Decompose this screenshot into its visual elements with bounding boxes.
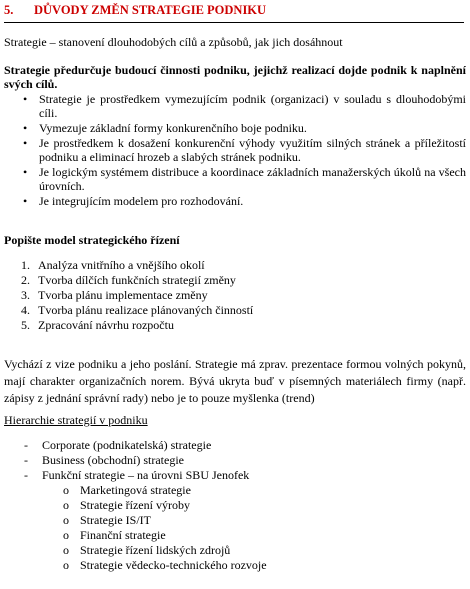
circle-marker: o: [63, 558, 69, 572]
list-item: [4, 273, 466, 288]
functional-strategies-list: [4, 483, 466, 573]
list-item: [4, 558, 466, 573]
step-number: 1.: [21, 258, 30, 272]
list-item: [4, 121, 466, 135]
list-item: [4, 543, 466, 558]
step-number: 2.: [21, 273, 30, 287]
circle-marker: o: [63, 513, 69, 527]
list-item: [4, 483, 466, 498]
list-item-text: Strategie řízení výroby: [80, 498, 190, 512]
section-title: DŮVODY ZMĚN STRATEGIE PODNIKU: [34, 3, 267, 17]
step-text: Tvorba plánu realizace plánovaných činností: [38, 303, 254, 317]
list-item-text: Je prostředkem k dosažení konkurenční výhody využitím silných stránek a příležitostí podniku a eliminací hrozeb a slabých stránek podniku.: [39, 136, 466, 164]
list-item-text: Finanční strategie: [80, 528, 166, 542]
list-item: [4, 438, 466, 453]
step-text: Tvorba plánu implementace změny: [38, 288, 208, 302]
list-item: [4, 165, 466, 193]
list-item-text: Strategie vědecko-technického rozvoje: [80, 558, 267, 572]
list-item: [4, 318, 466, 333]
dash-marker: -: [24, 438, 28, 452]
list-item-text: Strategie řízení lidských zdrojů: [80, 543, 231, 557]
list-item-text: Strategie IS/IT: [80, 513, 151, 527]
step-text: Zpracování návrhu rozpočtu: [38, 318, 174, 332]
list-item: [4, 194, 466, 208]
list-item: [4, 92, 466, 120]
list-item: [4, 453, 466, 468]
list-item-text: Je integrujícím modelem pro rozhodování.: [39, 194, 244, 208]
strategy-definition: Strategie – stanovení dlouhodobých cílů a způsobů, jak jich dosáhnout: [4, 35, 343, 49]
vision-paragraph: Vychází z vize podniku a jeho poslání. Strategie má zprav. prezentace formou volných pokynů, mají charakter organizačních norem. Bývá ukryta buď v písemných materiálech firmy (např. zápisy z jednání správní rady) nebo je to pouze myšlenka (trend): [4, 357, 466, 405]
page-edge: [466, 0, 470, 589]
list-item: [4, 513, 466, 528]
dash-marker: -: [24, 468, 28, 482]
list-item: [4, 258, 466, 273]
hierarchy-heading: Hierarchie strategií v podniku: [4, 413, 148, 427]
list-item-text: Business (obchodní) strategie: [42, 453, 184, 467]
hierarchy-list: [4, 438, 466, 483]
strategy-intro: Strategie předurčuje budoucí činnosti podniku, jejichž realizací dojde podnik k naplnění svých cílů.: [4, 63, 466, 91]
step-number: 3.: [21, 288, 30, 302]
list-item: [4, 528, 466, 543]
list-item: [4, 498, 466, 513]
list-item-text: Funkční strategie – na úrovni SBU Jenofek: [42, 468, 250, 482]
step-text: Analýza vnitřního a vnějšího okolí: [38, 258, 205, 272]
dash-marker: -: [24, 453, 28, 467]
list-item: [4, 288, 466, 303]
bullet-marker: •: [23, 165, 28, 179]
list-item-text: Vymezuje základní formy konkurenčního boje podniku.: [39, 121, 307, 135]
circle-marker: o: [63, 528, 69, 542]
circle-marker: o: [63, 543, 69, 557]
section-number: 5.: [4, 3, 14, 17]
circle-marker: o: [63, 483, 69, 497]
model-heading: Popište model strategického řízení: [4, 233, 180, 247]
step-text: Tvorba dílčích funkčních strategií změny: [38, 273, 236, 287]
list-item: [4, 136, 466, 164]
step-number: 4.: [21, 303, 30, 317]
list-item-text: Strategie je prostředkem vymezujícím podnik (organizaci) v souladu s dlouhodobými cíli.: [39, 92, 466, 120]
section-heading: [4, 3, 464, 23]
strategy-points-list: [4, 92, 466, 209]
list-item-text: Je logickým systémem distribuce a koordinace základních manažerských úkolů na všech úrovních.: [39, 165, 466, 193]
list-item: [4, 303, 466, 318]
circle-marker: o: [63, 498, 69, 512]
list-item: [4, 468, 466, 483]
model-steps-list: [4, 258, 466, 333]
bullet-marker: •: [23, 194, 28, 208]
bullet-marker: •: [23, 92, 28, 106]
list-item-text: Marketingová strategie: [80, 483, 191, 497]
step-number: 5.: [21, 318, 30, 332]
bullet-marker: •: [23, 136, 28, 150]
bullet-marker: •: [23, 121, 28, 135]
list-item-text: Corporate (podnikatelská) strategie: [42, 438, 212, 452]
